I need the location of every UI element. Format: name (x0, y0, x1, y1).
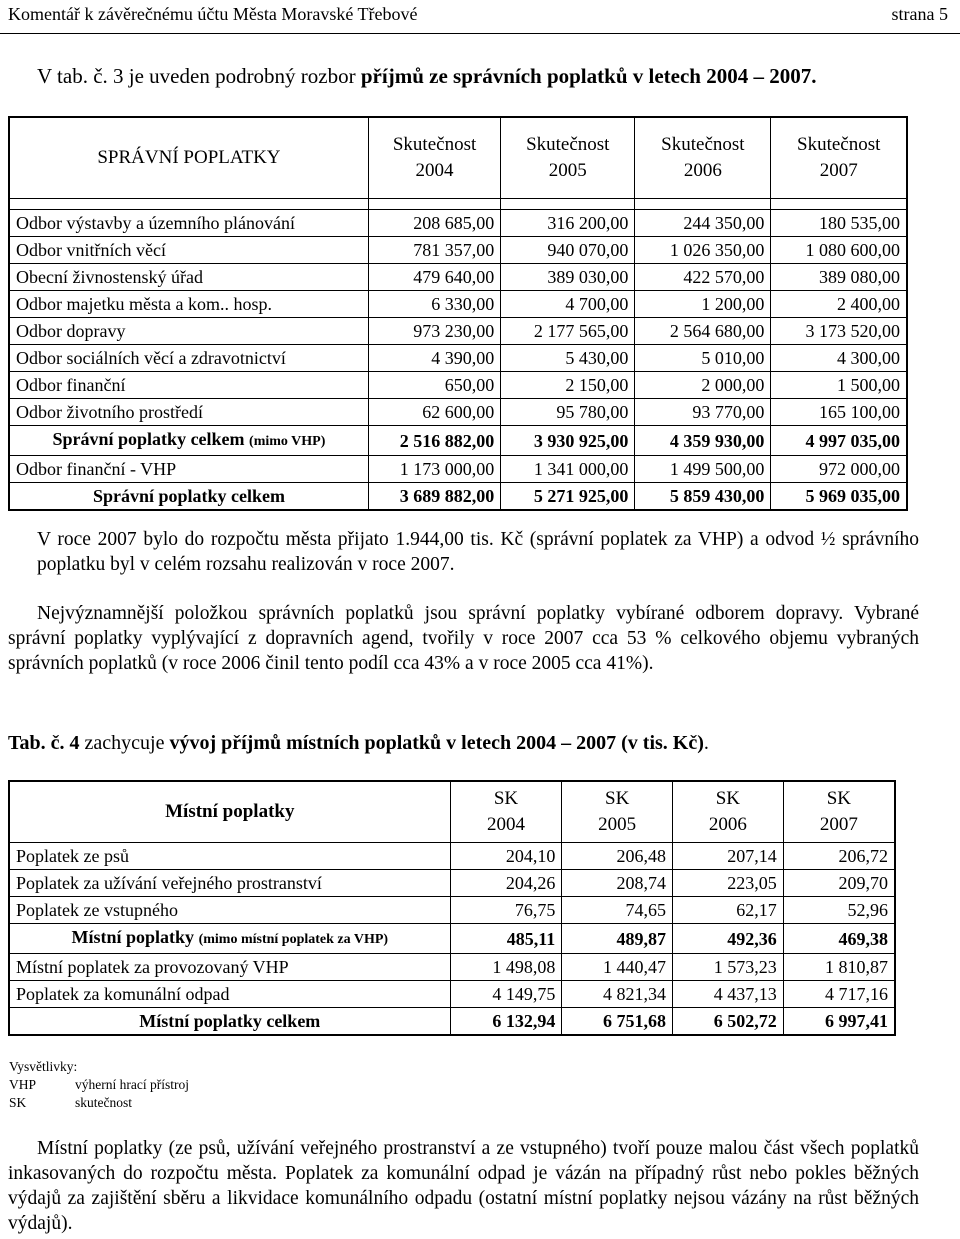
value-cell: 5 430,00 (501, 345, 635, 372)
value-cell: 4 359 930,00 (635, 426, 771, 456)
column-header: Skutečnost 2007 (771, 117, 907, 199)
value-cell: 208 685,00 (368, 210, 500, 237)
value-cell: 5 271 925,00 (501, 483, 635, 511)
row-label: Místní poplatky (mimo místní poplatek za VHP) (9, 924, 450, 954)
row-note: (mimo místní poplatek za VHP) (198, 932, 389, 947)
row-label: Poplatek ze psů (9, 843, 450, 870)
value-cell: 316 200,00 (501, 210, 635, 237)
table-row (9, 399, 907, 426)
value-cell: 62,17 (673, 897, 784, 924)
table-body (9, 843, 895, 1036)
value-cell: 479 640,00 (368, 264, 500, 291)
value-cell: 4 821,34 (562, 981, 673, 1008)
legend-item: VHP výherní hrací přístroj (9, 1077, 189, 1092)
value-cell: 76,75 (450, 897, 562, 924)
row-label: Odbor majetku města a kom.. hosp. (9, 291, 368, 318)
value-cell: 973 230,00 (368, 318, 500, 345)
paragraph-transport: Nejvýznamnější položkou správních poplatků jsou správní poplatky vybírané odborem dopravy. Vybrané správní poplatky vyplývající z dopravních agend, tvořily v roce 2007 cca 53 % celkového objemu vybraných správních poplatků (v roce 2006 činil tento podíl cca 43% a v roce 2005 cca 41%). (8, 603, 919, 674)
value-cell: 4 149,75 (450, 981, 562, 1008)
value-cell: 6 330,00 (368, 291, 500, 318)
local-fees-table (8, 780, 896, 1036)
page-header (0, 0, 960, 34)
value-cell: 1 500,00 (771, 372, 907, 399)
subtotal-row (9, 426, 907, 456)
value-cell: 2 177 565,00 (501, 318, 635, 345)
value-cell: 1 026 350,00 (635, 237, 771, 264)
column-header: Skutečnost 2004 (368, 117, 500, 199)
value-cell: 940 070,00 (501, 237, 635, 264)
value-cell: 6 502,72 (673, 1008, 784, 1036)
document-title: Komentář k závěrečnému účtu Města Moravské Třebové (8, 4, 418, 24)
value-cell: 3 173 520,00 (771, 318, 907, 345)
table-header-row (9, 117, 907, 199)
row-label: Obecní živnostenský úřad (9, 264, 368, 291)
value-cell: 74,65 (562, 897, 673, 924)
row-label: Správní poplatky celkem (9, 483, 368, 511)
total-row (9, 483, 907, 511)
value-cell: 1 080 600,00 (771, 237, 907, 264)
table-row (9, 870, 895, 897)
value-cell: 52,96 (783, 897, 895, 924)
value-cell: 6 997,41 (783, 1008, 895, 1036)
value-cell: 492,36 (673, 924, 784, 954)
row-label: Správní poplatky celkem (mimo VHP) (9, 426, 368, 456)
table-row (9, 372, 907, 399)
table-body (9, 199, 907, 511)
value-cell: 165 100,00 (771, 399, 907, 426)
row-label: Poplatek ze vstupného (9, 897, 450, 924)
total-row (9, 1008, 895, 1036)
table-row (9, 456, 907, 483)
table4-intro: Tab. č. 4 zachycuje vývoj příjmů místních poplatků v letech 2004 – 2007 (v tis. Kč). (8, 732, 709, 754)
value-cell: 4 437,13 (673, 981, 784, 1008)
column-header: SK 2006 (673, 781, 784, 843)
row-label: Místní poplatky celkem (9, 1008, 450, 1036)
table-title: SPRÁVNÍ POPLATKY (9, 117, 368, 199)
value-cell: 422 570,00 (635, 264, 771, 291)
column-header: SK 2005 (562, 781, 673, 843)
column-header: Skutečnost 2006 (635, 117, 771, 199)
table-row (9, 843, 895, 870)
value-cell: 389 030,00 (501, 264, 635, 291)
value-cell: 4 717,16 (783, 981, 895, 1008)
value-cell: 206,48 (562, 843, 673, 870)
value-cell: 2 000,00 (635, 372, 771, 399)
subtotal-row (9, 924, 895, 954)
value-cell: 5 010,00 (635, 345, 771, 372)
value-cell: 1 810,87 (783, 954, 895, 981)
legend-title: Vysvětlivky: (9, 1059, 78, 1074)
value-cell: 1 173 000,00 (368, 456, 500, 483)
table-row (9, 981, 895, 1008)
row-label: Odbor finanční (9, 372, 368, 399)
row-label: Poplatek za užívání veřejného prostranství (9, 870, 450, 897)
value-cell: 208,74 (562, 870, 673, 897)
value-cell: 650,00 (368, 372, 500, 399)
table-row (9, 291, 907, 318)
value-cell: 3 689 882,00 (368, 483, 500, 511)
value-cell: 180 535,00 (771, 210, 907, 237)
value-cell: 95 780,00 (501, 399, 635, 426)
value-cell: 4 300,00 (771, 345, 907, 372)
table-row (9, 210, 907, 237)
value-cell: 469,38 (783, 924, 895, 954)
value-cell: 204,26 (450, 870, 562, 897)
value-cell: 2 400,00 (771, 291, 907, 318)
paragraph-local-fees: Místní poplatky (ze psů, užívání veřejného prostranství a ze vstupného) tvoří pouze malou část všech poplatků inkasovaných do rozpočtu města. Poplatek za komunální odpad je vázán na případný růst nebo pokles běžných výdajů za zajištění sběru a likvidace komunálního odpadu (ostatní místní poplatky nejsou vázány na růst běžných výdajů). (8, 1138, 919, 1234)
value-cell: 1 440,47 (562, 954, 673, 981)
value-cell: 62 600,00 (368, 399, 500, 426)
row-label: Odbor vnitřních věcí (9, 237, 368, 264)
table-row (9, 897, 895, 924)
table-header-row (9, 781, 895, 843)
value-cell: 204,10 (450, 843, 562, 870)
value-cell: 1 200,00 (635, 291, 771, 318)
table4-topic: vývoj příjmů místních poplatků v letech 2004 – 2007 (v tis. Kč) (169, 732, 704, 754)
value-cell: 244 350,00 (635, 210, 771, 237)
row-label: Místní poplatek za provozovaný VHP (9, 954, 450, 981)
table-row (9, 318, 907, 345)
legend-item: SK skutečnost (9, 1095, 132, 1110)
page-number: strana 5 (891, 4, 948, 24)
row-label: Odbor dopravy (9, 318, 368, 345)
value-cell: 5 859 430,00 (635, 483, 771, 511)
paragraph-vhp: V roce 2007 bylo do rozpočtu města přijato 1.944,00 tis. Kč (správní poplatek za VHP) a odvod ½ správního poplatku byl v celém rozsahu realizován v roce 2007. (37, 529, 919, 575)
value-cell: 972 000,00 (771, 456, 907, 483)
value-cell: 2 150,00 (501, 372, 635, 399)
value-cell: 6 132,94 (450, 1008, 562, 1036)
table3-ref: V tab. č. 3 (37, 64, 124, 88)
column-header: SK 2004 (450, 781, 562, 843)
value-cell: 6 751,68 (562, 1008, 673, 1036)
value-cell: 206,72 (783, 843, 895, 870)
table3-intro: V tab. č. 3 je uveden podrobný rozbor příjmů ze správních poplatků v letech 2004 – 2007. (37, 64, 817, 88)
value-cell: 1 341 000,00 (501, 456, 635, 483)
value-cell: 1 499 500,00 (635, 456, 771, 483)
value-cell: 4 700,00 (501, 291, 635, 318)
row-label: Odbor sociálních věcí a zdravotnictví (9, 345, 368, 372)
row-note: (mimo VHP) (249, 434, 326, 449)
value-cell: 781 357,00 (368, 237, 500, 264)
value-cell: 489,87 (562, 924, 673, 954)
row-label: Odbor životního prostředí (9, 399, 368, 426)
value-cell: 209,70 (783, 870, 895, 897)
value-cell: 1 498,08 (450, 954, 562, 981)
row-label: Odbor výstavby a územního plánování (9, 210, 368, 237)
value-cell: 485,11 (450, 924, 562, 954)
value-cell: 4 997 035,00 (771, 426, 907, 456)
table4-ref: Tab. č. 4 (8, 732, 80, 754)
column-header: Skutečnost 2005 (501, 117, 635, 199)
value-cell: 2 516 882,00 (368, 426, 500, 456)
value-cell: 389 080,00 (771, 264, 907, 291)
value-cell: 207,14 (673, 843, 784, 870)
value-cell: 223,05 (673, 870, 784, 897)
table-row (9, 237, 907, 264)
table-row (9, 264, 907, 291)
administrative-fees-table (8, 116, 908, 511)
table-row (9, 954, 895, 981)
value-cell: 2 564 680,00 (635, 318, 771, 345)
row-label: Poplatek za komunální odpad (9, 981, 450, 1008)
value-cell: 3 930 925,00 (501, 426, 635, 456)
table-title: Místní poplatky (9, 781, 450, 843)
value-cell: 1 573,23 (673, 954, 784, 981)
row-label: Odbor finanční - VHP (9, 456, 368, 483)
value-cell: 4 390,00 (368, 345, 500, 372)
table-row (9, 345, 907, 372)
value-cell: 93 770,00 (635, 399, 771, 426)
value-cell: 5 969 035,00 (771, 483, 907, 511)
legend (9, 1058, 189, 1112)
spacer-row (9, 199, 907, 210)
column-header: SK 2007 (783, 781, 895, 843)
table3-topic: příjmů ze správních poplatků v letech 2004 – 2007. (360, 64, 817, 88)
